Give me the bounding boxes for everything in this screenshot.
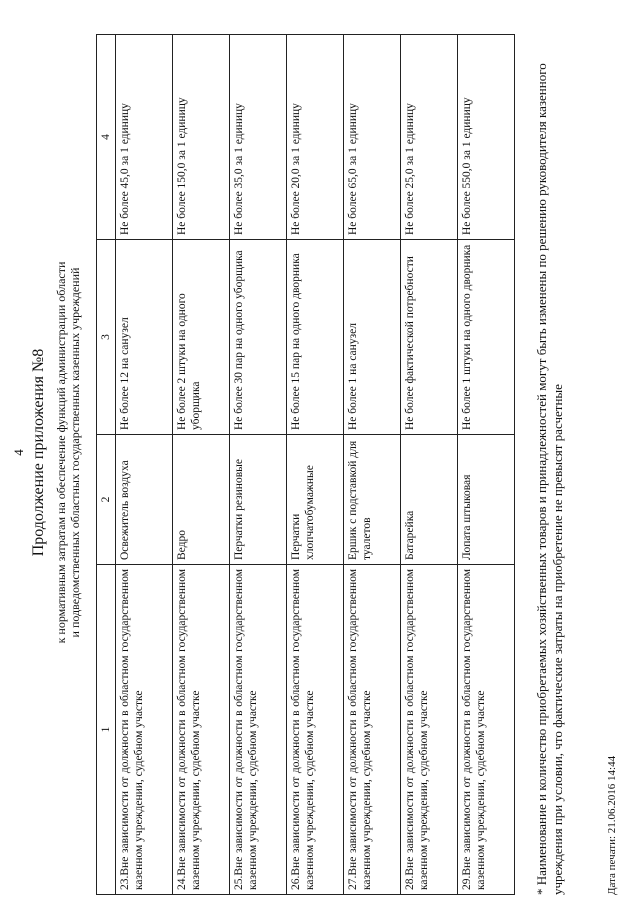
norms-table [96, 34, 515, 895]
page-number: 4 [11, 449, 26, 456]
footnote: * Наименование и количество приобретаемых хозяйственных товаров и принадлежностей могут быть изменены по решению руководителя казенного учреждения при условии, что фактические затраты на приобретение не превысят расчетные [534, 63, 565, 895]
quantity-cell: Не более 30 пар на одного уборщика [230, 240, 287, 435]
price-cell: Не более 550,0 за 1 единицу [458, 35, 515, 240]
position-cell: 29.Вне зависимости от должности в областном государственном казенном учреждении, судебном участке [458, 565, 515, 895]
position-cell: 25.Вне зависимости от должности в областном государственном казенном учреждении, судебном участке [230, 565, 287, 895]
position-cell: 23.Вне зависимости от должности в областном государственном казенном учреждении, судебном участке [116, 565, 173, 895]
page-subtitle [54, 0, 82, 905]
page-title: Продолжение приложения №8 [30, 348, 47, 557]
table-row [344, 35, 401, 895]
position-cell: 24.Вне зависимости от должности в областном государственном казенном учреждении, судебном участке [173, 565, 230, 895]
column-header: 4 [97, 35, 116, 240]
quantity-cell: Не более 1 штуки на одного дворника [458, 240, 515, 435]
column-header: 1 [97, 565, 116, 895]
table-row [230, 35, 287, 895]
price-cell: Не более 150,0 за 1 единицу [173, 35, 230, 240]
subtitle-line-1: к нормативным затратам на обеспечение функций администрации области [54, 261, 68, 644]
table-row [116, 35, 173, 895]
table-row [401, 35, 458, 895]
column-header: 2 [97, 435, 116, 565]
item-cell: Лопата штыковая [458, 435, 515, 565]
quantity-cell: Не более 12 на санузел [116, 240, 173, 435]
table-row [287, 35, 344, 895]
position-cell: 27.Вне зависимости от должности в областном государственном казенном учреждении, судебном участке [344, 565, 401, 895]
quantity-cell: Не более 1 на санузел [344, 240, 401, 435]
item-cell: Ершик с подставкой для туалетов [344, 435, 401, 565]
position-cell: 26.Вне зависимости от должности в областном государственном казенном учреждении, судебном участке [287, 565, 344, 895]
position-cell: 28.Вне зависимости от должности в областном государственном казенном учреждении, судебном участке [401, 565, 458, 895]
column-header: 3 [97, 240, 116, 435]
item-cell: Ведро [173, 435, 230, 565]
subtitle-line-2: и подведомственных областных государственных казенных учреждений [68, 267, 82, 638]
price-cell: Не более 35,0 за 1 единицу [230, 35, 287, 240]
price-cell: Не более 65,0 за 1 единицу [344, 35, 401, 240]
table-row [458, 35, 515, 895]
item-cell: Освежитель воздуха [116, 435, 173, 565]
quantity-cell: Не более 15 пар на одного дворника [287, 240, 344, 435]
quantity-cell: Не более фактической потребности [401, 240, 458, 435]
item-cell: Перчатки резиновые [230, 435, 287, 565]
table-header-row [97, 35, 116, 895]
print-date: Дата печати: 21.06.2016 14:44 [606, 755, 618, 895]
quantity-cell: Не более 2 штуки на одного уборщика [173, 240, 230, 435]
price-cell: Не более 25,0 за 1 единицу [401, 35, 458, 240]
price-cell: Не более 45,0 за 1 единицу [116, 35, 173, 240]
item-cell: Батарейка [401, 435, 458, 565]
table-row [173, 35, 230, 895]
item-cell: Перчатки хлопчатобумажные [287, 435, 344, 565]
price-cell: Не более 20,0 за 1 единицу [287, 35, 344, 240]
